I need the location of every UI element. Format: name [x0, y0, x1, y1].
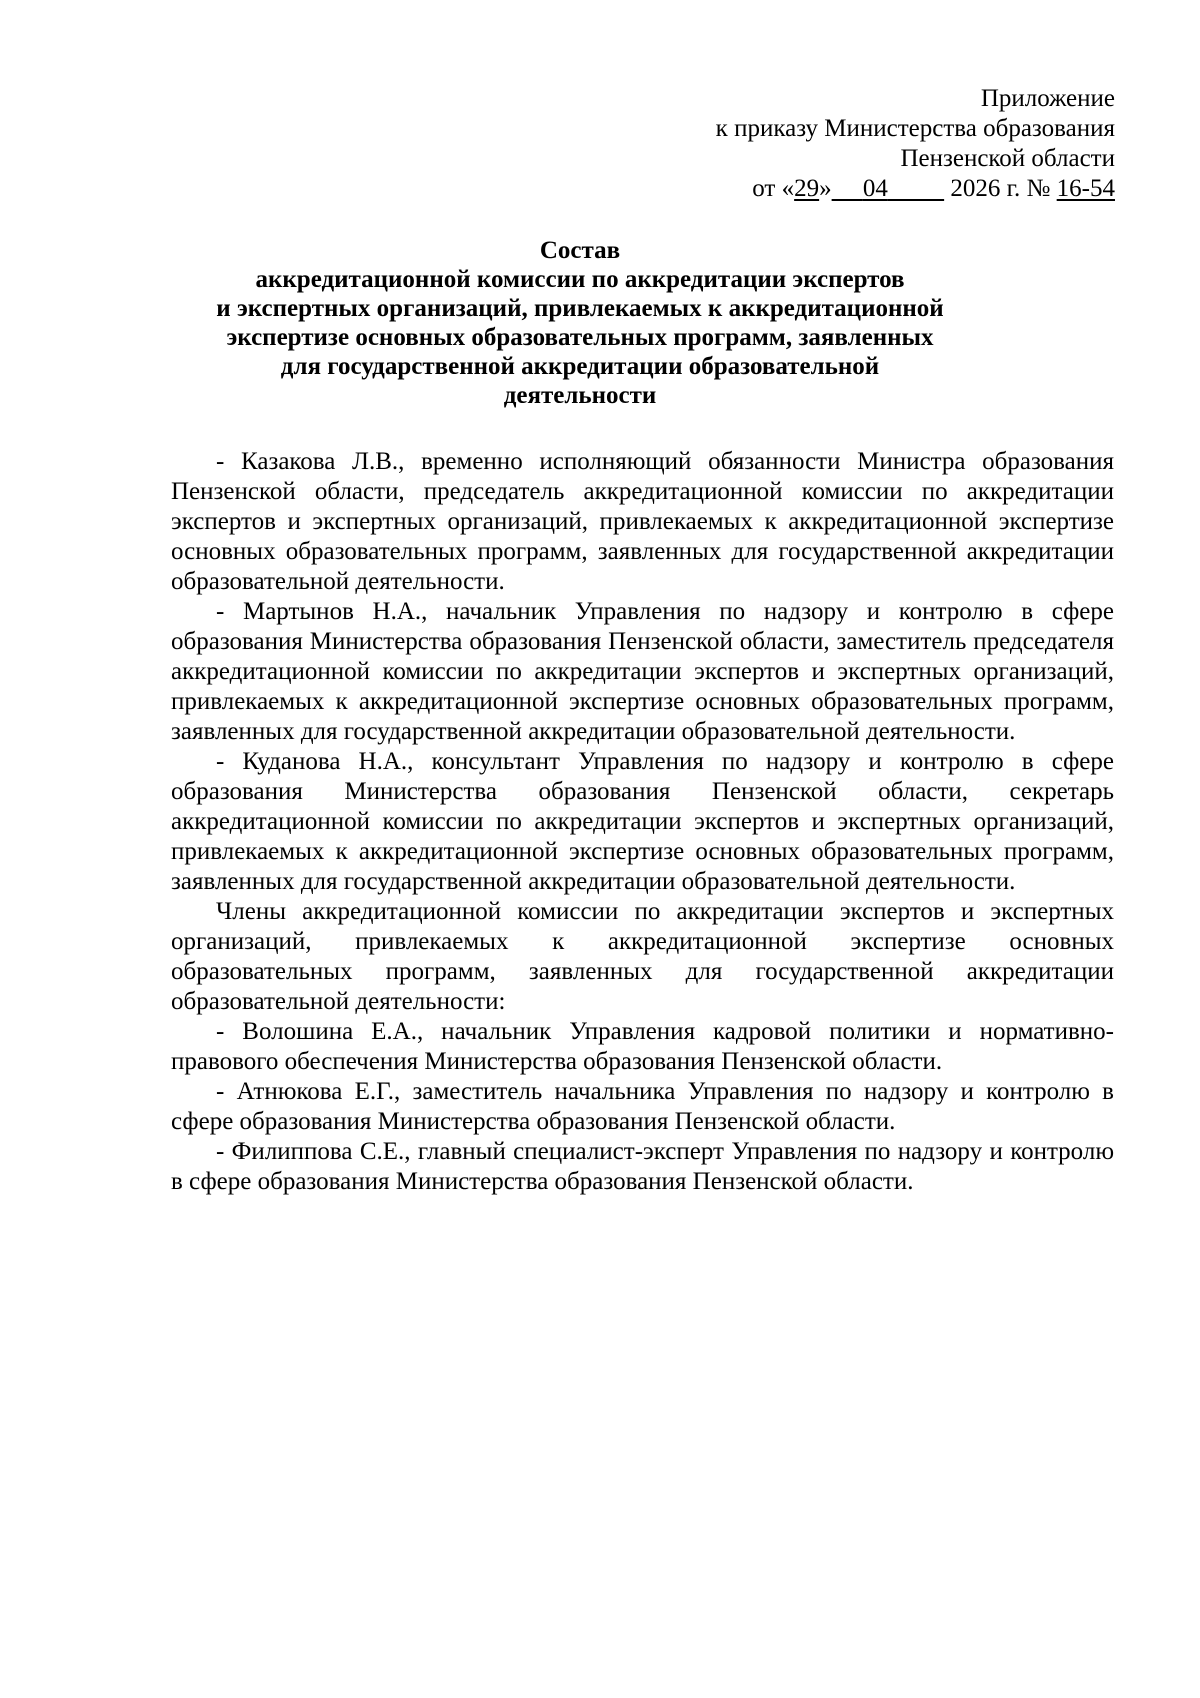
- members-heading: Члены аккредитационной комиссии по аккредитации экспертов и экспертных организаций, привлекаемых к аккредитационной экспертизе основных образовательных программ, заявленных для государственной аккредитации образовательной деятельности:: [171, 898, 1114, 1015]
- member-secretary: - Куданова Н.А., консультант Управления по надзору и контролю в сфере образования Министерства образования Пензенской области, секретарь аккредитационной комиссии по аккредитации экспертов и экспертных организаций, привлекаемых к аккредитационной экспертизе основных образовательных программ, заявленных для государственной аккредитации образовательной деятельности.: [171, 748, 1114, 895]
- appendix-date-line: [716, 174, 1115, 204]
- appendix-label: Приложение: [980, 85, 1115, 112]
- document-title: [200, 236, 960, 410]
- appendix-region: Пензенской области: [900, 145, 1115, 172]
- document-body: [171, 447, 1114, 1197]
- title-heading: Состав: [539, 237, 621, 264]
- appendix-order-ref: к приказу Министерства образования: [715, 115, 1115, 142]
- date-prefix: от «: [752, 175, 795, 202]
- title-line: экспертизе основных образовательных программ, заявленных: [226, 324, 934, 351]
- member-item: - Волошина Е.А., начальник Управления кадровой политики и нормативно-правового обеспечения Министерства образования Пензенской области.: [171, 1018, 1114, 1075]
- date-mid: »: [819, 175, 832, 202]
- appendix-block: [716, 84, 1115, 204]
- date-month: 04: [862, 175, 888, 202]
- title-line: деятельности: [503, 382, 657, 409]
- date-year: [944, 175, 1057, 202]
- title-line: для государственной аккредитации образовательной: [280, 353, 880, 380]
- member-chair: - Казакова Л.В., временно исполняющий обязанности Министра образования Пензенской области, председатель аккредитационной комиссии по аккредитации экспертов и экспертных организаций, привлекаемых к аккредитационной экспертизе основных образовательных программ, заявленных для государственной аккредитации образовательной деятельности.: [171, 448, 1114, 595]
- order-number: 16-54: [1056, 175, 1115, 202]
- title-line: аккредитационной комиссии по аккредитации экспертов: [255, 266, 905, 293]
- date-month-field: [832, 175, 945, 202]
- date-day: 29: [794, 175, 820, 202]
- member-item: - Филиппова С.Е., главный специалист-эксперт Управления по надзору и контролю в сфере образования Министерства образования Пензенской области.: [171, 1138, 1114, 1195]
- member-item: - Атнюкова Е.Г., заместитель начальника Управления по надзору и контролю в сфере образования Министерства образования Пензенской области.: [171, 1078, 1114, 1135]
- title-line: и экспертных организаций, привлекаемых к аккредитационной: [216, 295, 944, 322]
- date-year-text: 2026 г. №: [950, 175, 1051, 202]
- member-deputy-chair: - Мартынов Н.А., начальник Управления по надзору и контролю в сфере образования Министерства образования Пензенской области, заместитель председателя аккредитационной комиссии по аккредитации экспертов и экспертных организаций, привлекаемых к аккредитационной экспертизе основных образовательных программ, заявленных для государственной аккредитации образовательной деятельности.: [171, 598, 1114, 745]
